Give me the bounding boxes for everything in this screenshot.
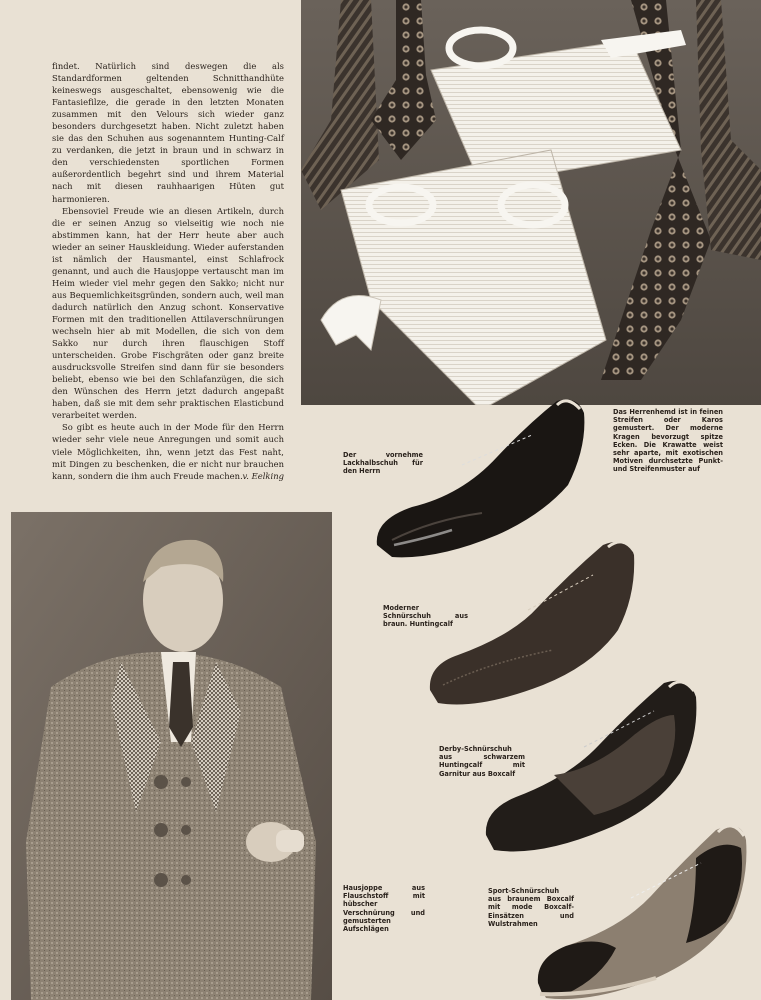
caption-patent-shoe: Der vornehme Lackhalbschuh für den Herrn (343, 451, 423, 476)
house-jacket-photo (11, 512, 332, 1000)
caption-house-jacket: Hausjoppe aus Flauschstoff mit hübscher Verschnürung und gemusterten Aufschlägen (343, 884, 425, 934)
caption-sport-shoe: Sport-Schnürschuh aus braunem Boxcalf mit mode Boxcalf-Einsätzen und Wulstrahmen (488, 887, 574, 928)
article-paragraph-2: Ebensoviel Freude wie an diesen Artikeln, durch die er seinen Anzug so vielseitig wie noch nie abstimmen kann, hat der Herr heute aber auch wieder an seiner Hauskleidung. Wieder auferstanden ist nämlich der Hausmantel, einst Schlafrock genannt, und auch die Hausjoppe vertauscht man im Heim wieder viel mehr gegen den Sakko; nicht nur aus Bequemlichkeitsgründen, sondern auch, weil man dadurch natürlich den Anzug schont. Konservative Formen mit den traditionellen Attilaverschnürungen wechseln hier ab mit Modellen, die sich von dem Sakko nur durch ihren flauschigen Stoff unterscheiden. Grobe Fischgräten oder ganz breite ausdrucksvolle Streifen sind dann für sie besonders beliebt, ebenso wie bei den Schlafanzügen, die sich den Wünschen des Herrn jetzt dadurch angepaßt haben, daß sie mit dem sehr praktischen Elasticbund verarbeitet werden. (52, 205, 284, 421)
shirts-ties-illustration (301, 0, 761, 405)
author-signature: v. Eelking (242, 470, 284, 481)
article-paragraph-1: findet. Natürlich sind deswegen die als Standardformen geltenden Schnitthandhüte keineswegs ausgeschaltet, ebensowenig wie die Fantasiefilze, die gerade in den letzten Monaten zusammen mit den Velours sich wieder ganz besonders durchgesetzt haben. Nicht zuletzt haben sie das den Schuhen aus sogenanntem Hunting-Calf zu verdanken, die jetzt in braun und in schwarz in den verschiedensten sportlichen Formen außerordentlich begehrt sind und ihrem Material nach mit diesen rauhhaarigen Hüten gut harmonieren. (52, 61, 284, 204)
pipe (276, 830, 304, 852)
article-text (52, 60, 284, 482)
man-in-house-jacket-illustration (11, 512, 332, 1000)
article-paragraph-3: So gibt es heute auch in der Mode für den Herrn wieder sehr viele neue Anregungen und somit auch viele Möglichkeiten, ihn, wenn jetzt das Fest naht, mit Dingen zu beschenken, die er nicht nur brauchen kann, sondern die ihm auch Freude machen. (52, 422, 284, 481)
caption-shirts: Das Herrenhemd ist in feinen Streifen oder Karos gemustert. Der moderne Kragen bevorzugt spitze Ecken. Die Krawatte weist sehr aparte, mit exotischen Motiven durchsetzte Punkt- und Streifenmuster auf (613, 408, 723, 474)
caption-derby-shoe: Derby-Schnürschuh aus schwarzem Huntingcalf mit Garnitur aus Boxcalf (439, 745, 525, 778)
caption-brown-shoe: Moderner Schnürschuh aus braun. Huntingcalf (383, 604, 468, 629)
shirts-ties-photo (301, 0, 761, 405)
